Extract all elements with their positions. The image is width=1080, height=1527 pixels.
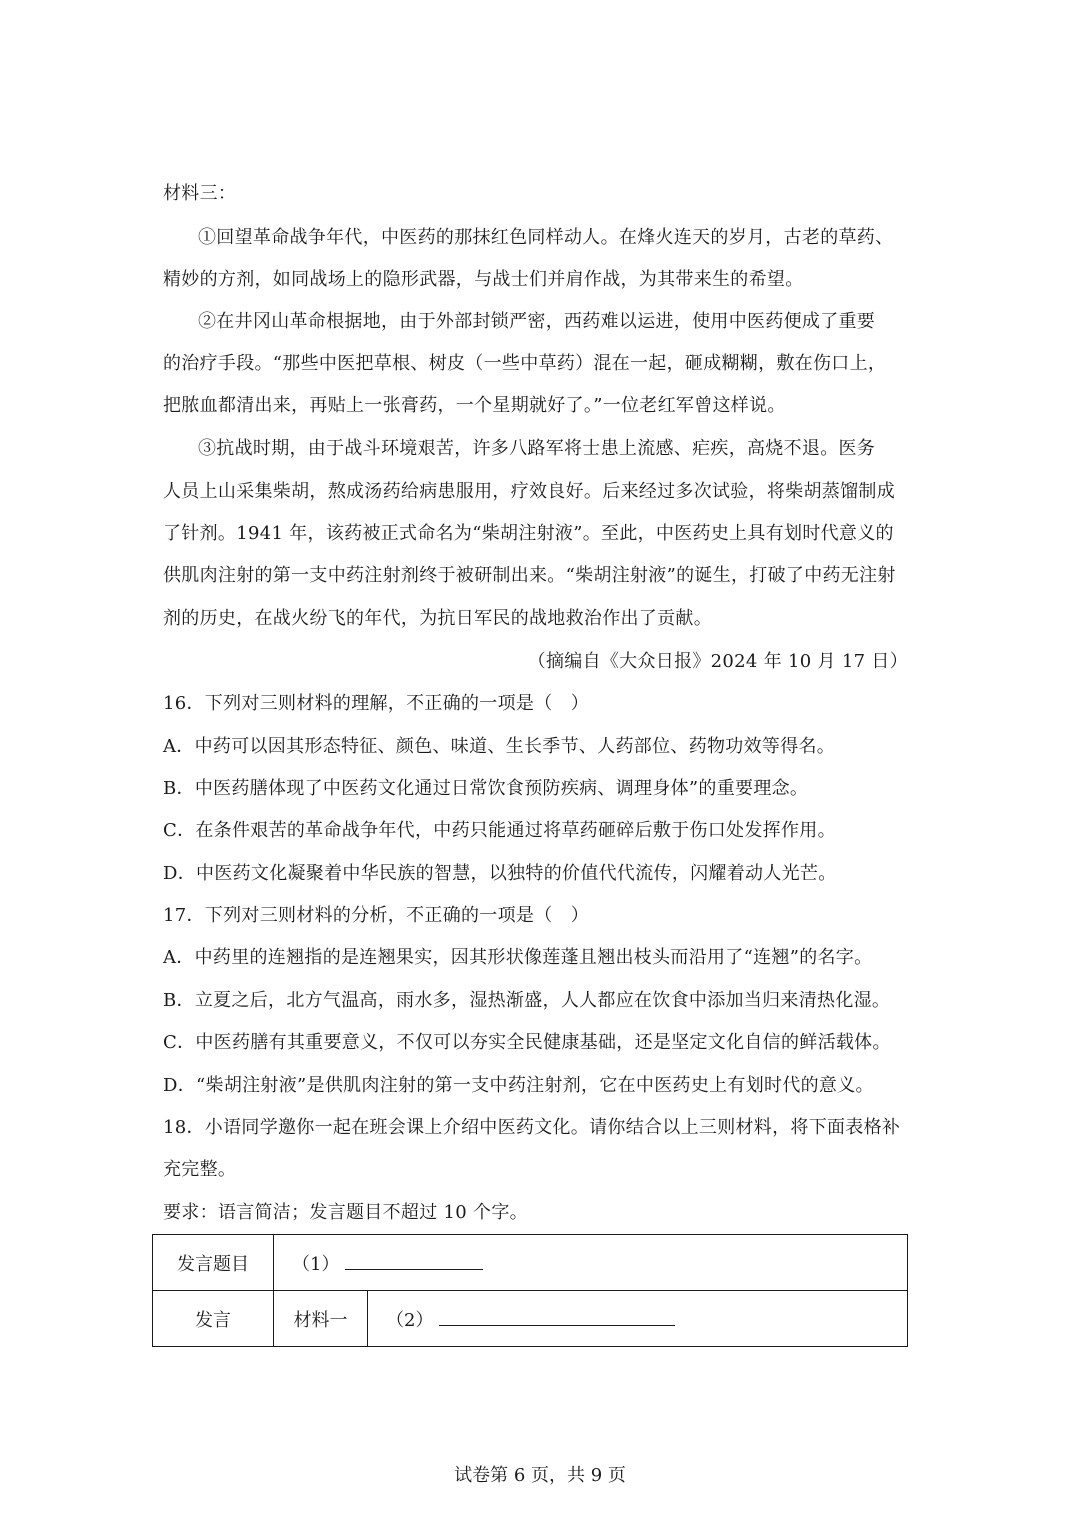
speech-title-label: 发言题目 — [153, 1235, 274, 1291]
material-one-answer-cell[interactable] — [368, 1291, 908, 1347]
question-18-stem-cont: 充完整。 — [163, 1159, 237, 1180]
speech-title-answer-cell[interactable] — [274, 1235, 908, 1291]
answer-table — [152, 1234, 908, 1347]
paragraph-line: ②在井冈山革命根据地，由于外部封锁严密，西药难以运进，使用中医药便成了重要 — [198, 311, 876, 332]
paragraph-line: ③抗战时期，由于战斗环境艰苦，许多八路军将士患上流感、疟疾，高烧不退。医务 — [198, 438, 876, 459]
question-18-stem: 18．小语同学邀你一起在班会课上介绍中医药文化。请你结合以上三则材料，将下面表格补 — [163, 1117, 901, 1138]
question-17-option-c: C．中医药膳有其重要意义，不仅可以夯实全民健康基础，还是坚定文化自信的鲜活载体。 — [163, 1032, 891, 1053]
question-16-option-b: B．中医药膳体现了中医药文化通过日常饮食预防疾病、调理身体”的重要理念。 — [163, 778, 809, 799]
paragraph-line: 的治疗手段。“那些中医把草根、树皮（一些中草药）混在一起，砸成糊糊，敷在伤口上， — [163, 353, 887, 374]
paragraph-line: 人员上山采集柴胡，熬成汤药给病患服用，疗效良好。后来经过多次试验，将柴胡蒸馏制成 — [163, 481, 895, 502]
paragraph-line: ①回望革命战争年代，中医药的那抹红色同样动人。在烽火连天的岁月，古老的草药、 — [198, 227, 894, 248]
source-citation: （摘编自《大众日报》2024 年 10 月 17 日） — [527, 651, 908, 672]
question-16-option-c: C．在条件艰苦的革命战争年代，中药只能通过将草药砸碎后敷于伤口处发挥作用。 — [163, 820, 836, 841]
blank-number: （1） — [292, 1253, 340, 1275]
question-17-stem: 17．下列对三则材料的分析，不正确的一项是（ ） — [163, 905, 590, 926]
question-16-option-a: A．中药可以因其形态特征、颜色、味道、生长季节、人药部位、药物功效等得名。 — [163, 736, 836, 757]
table-row — [153, 1235, 908, 1291]
page-footer: 试卷第 6 页，共 9 页 — [454, 1465, 626, 1486]
paragraph-line: 供肌肉注射的第一支中药注射剂终于被研制出来。“柴胡注射液”的诞生，打破了中药无注射 — [163, 565, 896, 586]
question-17-option-a: A．中药里的连翘指的是连翘果实，因其形状像莲蓬且翘出枝头而沿用了“连翘”的名字。 — [163, 947, 873, 968]
question-16-option-d: D．中医药文化凝聚着中华民族的智慧，以独特的价值代代流传，闪耀着动人光芒。 — [163, 863, 837, 884]
question-18-requirement: 要求：语言简洁；发言题目不超过 10 个字。 — [163, 1202, 528, 1223]
material-one-label: 材料一 — [274, 1291, 368, 1347]
paragraph-line: 精妙的方剂，如同战场上的隐形武器，与战士们并肩作战，为其带来生的希望。 — [163, 269, 804, 290]
question-16-stem: 16．下列对三则材料的理解，不正确的一项是（ ） — [163, 693, 590, 714]
speech-label: 发言 — [153, 1291, 274, 1347]
paragraph-line: 剂的历史，在战火纷飞的年代，为抗日军民的战地救治作出了贡献。 — [163, 608, 712, 629]
paragraph-line: 把脓血都清出来，再贴上一张膏药，一个星期就好了。”一位老红军曾这样说。 — [163, 395, 786, 416]
material-one-blank[interactable] — [439, 1307, 675, 1326]
material-heading: 材料三： — [163, 183, 237, 204]
table-row — [153, 1291, 908, 1347]
question-17-option-d: D．“柴胡注射液”是供肌肉注射的第一支中药注射剂，它在中医药史上有划时代的意义。 — [163, 1075, 874, 1096]
speech-title-blank[interactable] — [345, 1251, 483, 1270]
paragraph-line: 了针剂。1941 年，该药被正式命名为“柴胡注射液”。至此，中医药史上具有划时代意义的 — [163, 523, 894, 544]
question-17-option-b: B．立夏之后，北方气温高，雨水多，湿热渐盛，人人都应在饮食中添加当归来清热化湿。 — [163, 990, 891, 1011]
blank-number: （2） — [386, 1309, 434, 1331]
